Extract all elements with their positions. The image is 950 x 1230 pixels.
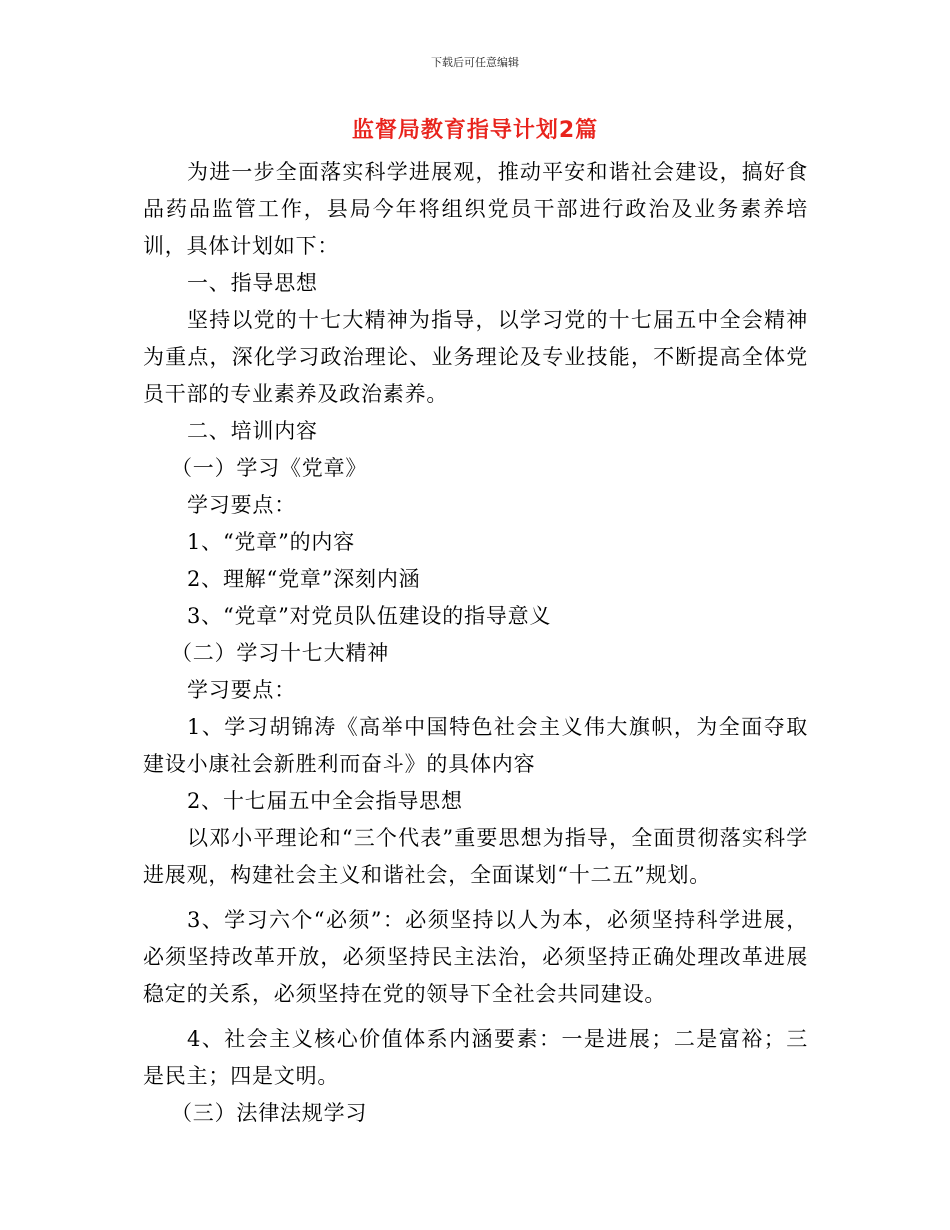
document-title: 监督局教育指导计划2篇 xyxy=(351,118,599,143)
subsection-heading-laws-regulations: （三）法律法规学习 xyxy=(171,1101,368,1125)
section-heading-guiding-ideology: 一、指导思想 xyxy=(187,271,318,295)
header-note: 下载后可任意编辑 xyxy=(431,56,519,69)
study-points-label: 学习要点： xyxy=(187,493,296,517)
subsection-heading-party-constitution: （一）学习《党章》 xyxy=(171,456,368,480)
list-item: 1、学习胡锦涛《高举中国特色社会主义伟大旗帜，为全面夺取建设小康社会新胜利而奋斗》的具体内容 xyxy=(143,715,808,776)
guiding-thought-paragraph: 以邓小平理论和“三个代表”重要思想为指导，全面贯彻落实科学进展观，构建社会主义和谐社会，全面谋划“十二五”规划。 xyxy=(143,826,808,887)
intro-paragraph: 为进一步全面落实科学进展观，推动平安和谐社会建设，搞好食品药品监管工作，县局今年将组织党员干部进行政治及业务素养培训，具体计划如下： xyxy=(143,160,808,258)
study-points-label: 学习要点： xyxy=(187,678,296,702)
guiding-ideology-paragraph: 坚持以党的十七大精神为指导，以学习党的十七届五中全会精神为重点，深化学习政治理论、业务理论及专业技能，不断提高全体党员干部的专业素养及政治素养。 xyxy=(143,308,808,406)
list-item: 4、社会主义核心价值体系内涵要素：一是进展；二是富裕；三是民主；四是文明。 xyxy=(143,1027,808,1088)
list-item: 3、学习六个“必须”：必须坚持以人为本，必须坚持科学进展，必须坚持改革开放，必须坚持民主法治，必须坚持正确处理改革进展稳定的关系，必须坚持在党的领导下全社会共同建设。 xyxy=(143,908,808,1006)
list-item: 3、“党章”对党员队伍建设的指导意义 xyxy=(187,604,552,628)
list-item: 1、“党章”的内容 xyxy=(187,530,356,554)
section-heading-training-content: 二、培训内容 xyxy=(187,419,318,443)
list-item: 2、理解“党章”深刻内涵 xyxy=(187,567,421,591)
subsection-heading-seventeenth-congress: （二）学习十七大精神 xyxy=(171,641,389,665)
document-body xyxy=(143,154,808,1132)
list-item: 2、十七届五中全会指导思想 xyxy=(187,789,463,813)
